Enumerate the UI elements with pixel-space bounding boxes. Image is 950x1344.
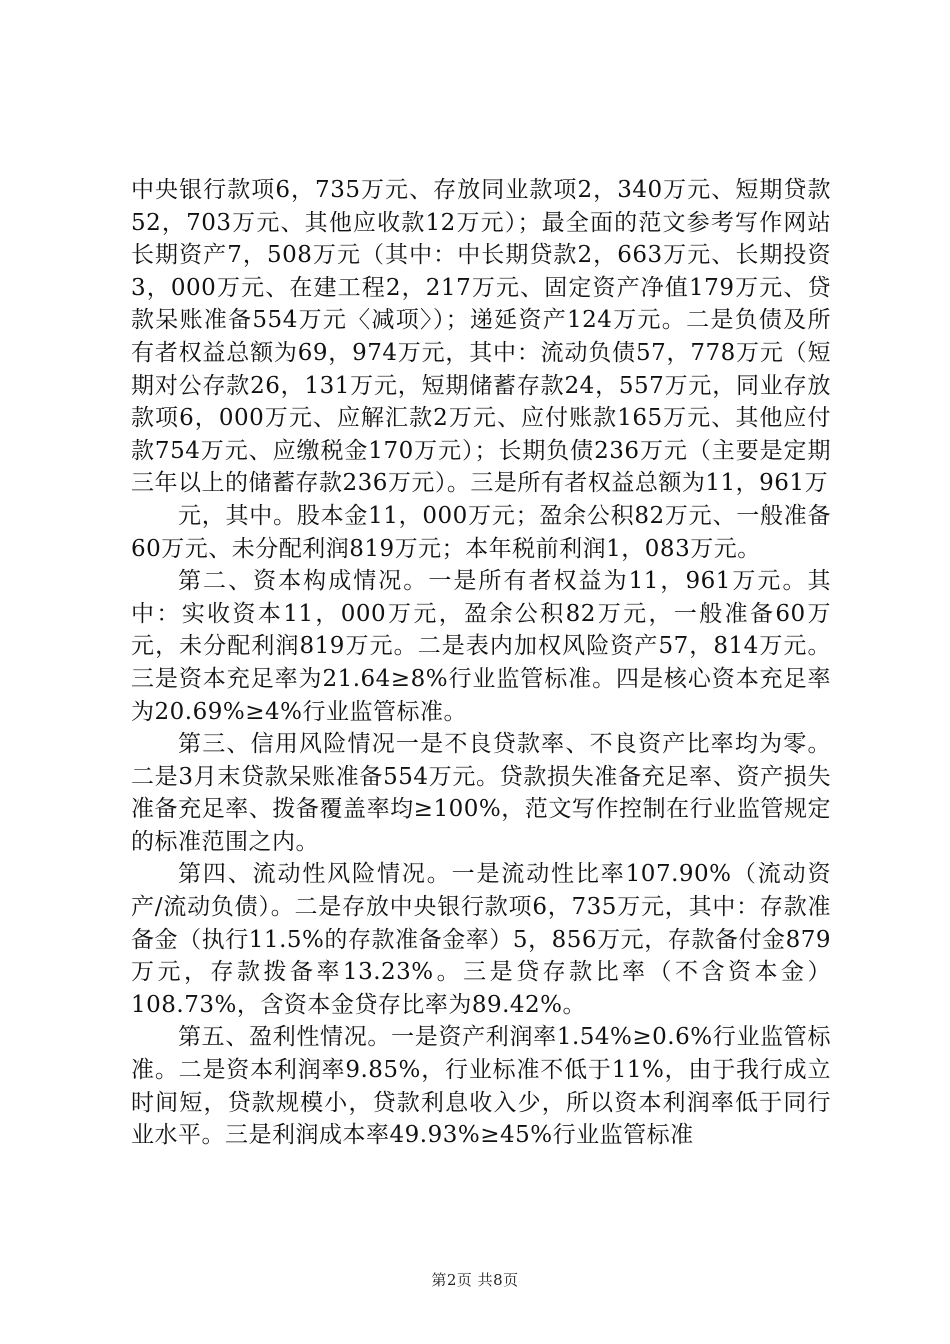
paragraph-profitability: 第五、盈利性情况。一是资产利润率1.54%≥0.6%行业监管标准。二是资本利润率9.85%，行业标准不低于11%，由于我行成立时间短，贷款规模小，贷款利息收入少，所以资本利润率低于同行业水平。三是利润成本率49.93%≥45%行业监管标准	[131, 1024, 831, 1149]
paragraph-liquidity-risk: 第四、流动性风险情况。一是流动性比率107.90%（流动资产/流动负债）。二是存放中央银行款项6，735万元，其中：存款准备金（执行11.5%的存款准备金率）5，856万元，存款备付金879万元，存款拨备率13.23%。三是贷存款比率（不含资本金）108.73%，含资本金贷存比率为89.42%。	[131, 861, 831, 1018]
paragraph-credit-risk: 第三、信用风险情况一是不良贷款率、不良资产比率均为零。二是3月末贷款呆账准备554万元。贷款损失准备充足率、资产损失准备充足率、拨备覆盖率均≥100%，范文写作控制在行业监管规定的标准范围之内。	[131, 731, 831, 855]
page-number-footer: 第2页 共8页	[431, 1271, 519, 1289]
paragraph-owner-equity-detail: 元，其中。股本金11，000万元；盈余公积82万元、一般准备60万元、未分配利润819万元；本年税前利润1，083万元。	[131, 502, 831, 562]
paragraph-balance-sheet-continued: 中央银行款项6，735万元、存放同业款项2，340万元、短期贷款52，703万元、其他应收款12万元）；最全面的范文参考写作网站长期资产7，508万元（其中：中长期贷款2，663万元、长期投资3，000万元、在建工程2，217万元、固定资产净值179万元、贷款呆账准备554万元〈减项〉）；递延资产124万元。二是负债及所有者权益总额为69，974万元，其中：流动负债57，778万元（短期对公存款26，131万元，短期储蓄存款24，557万元，同业存放款项6，000万元、应解汇款2万元、应付账款165万元、其他应付款754万元、应缴税金170万元）；长期负债236万元（主要是定期三年以上的储蓄存款236万元）。三是所有者权益总额为11，961万	[131, 177, 831, 497]
document-body	[131, 174, 831, 1152]
paragraph-capital-structure: 第二、资本构成情况。一是所有者权益为11，961万元。其中：实收资本11，000万元，盈余公积82万元，一般准备60万元，未分配利润819万元。二是表内加权风险资产57，814万元。三是资本充足率为21.64≥8%行业监管标准。四是核心资本充足率为20.69%≥4%行业监管标准。	[131, 568, 831, 725]
